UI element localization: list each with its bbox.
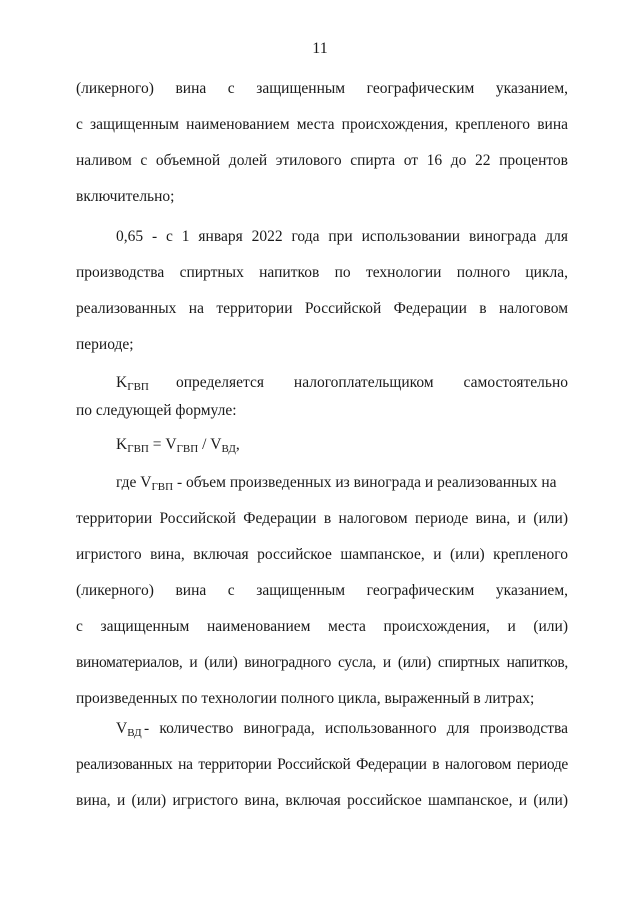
text-line: по следующей формуле: [76, 402, 237, 419]
text-line: реализованных на территории Российской Федерации в налоговом [76, 300, 568, 317]
page-number: 11 [312, 40, 328, 57]
text-line: территории Российской Федерации в налоговом периоде вина, и (или) [76, 510, 568, 527]
v-gvp-definition-line: где $V_{ГВП}$ - объем произведенных из винограда и реализованных на [116, 474, 557, 493]
k-symbol: $K_{ГВП}$ [116, 374, 149, 393]
v-vd-definition-line: $V_{ВД}$ - количество винограда, использованного для производства [116, 720, 568, 739]
formula-line: $K_{ГВП} = V_{ГВП} / V_{ВД}$, [116, 436, 240, 455]
definition-text: определяется налогоплательщиком самостоятельно [176, 374, 568, 391]
text-line: с защищенным наименованием места происхождения, крепленого вина [76, 116, 568, 133]
text-line: виноматериалов, и (или) виноградного сусла, и (или) спиртных напитков, [76, 654, 568, 671]
text-line: 0,65 - с 1 января 2022 года при использовании винограда для [116, 228, 568, 245]
text-line: наливом с объемной долей этилового спирта от 16 до 22 процентов [76, 152, 568, 169]
text-line: (ликерного) вина с защищенным географическим указанием, [76, 582, 568, 599]
text-line: игристого вина, включая российское шампанское, и (или) крепленого [76, 546, 568, 563]
text-line: вина, и (или) игристого вина, включая российское шампанское, и (или) [76, 792, 568, 809]
text-line: включительно; [76, 188, 175, 205]
text-line: произведенных по технологии полного цикла, выраженный в литрах; [76, 690, 535, 707]
text-line: с защищенным наименованием места происхождения, и (или) [76, 618, 568, 635]
text-line: производства спиртных напитков по технологии полного цикла, [76, 264, 568, 281]
text-line: (ликерного) вина с защищенным географическим указанием, [76, 80, 568, 97]
text-line: периоде; [76, 336, 134, 353]
text-line: реализованных на территории Российской Федерации в налоговом периоде [76, 756, 568, 773]
k-gvp-definition-line [76, 372, 568, 394]
definition-text: - количество винограда, использованного для производства [144, 720, 568, 737]
